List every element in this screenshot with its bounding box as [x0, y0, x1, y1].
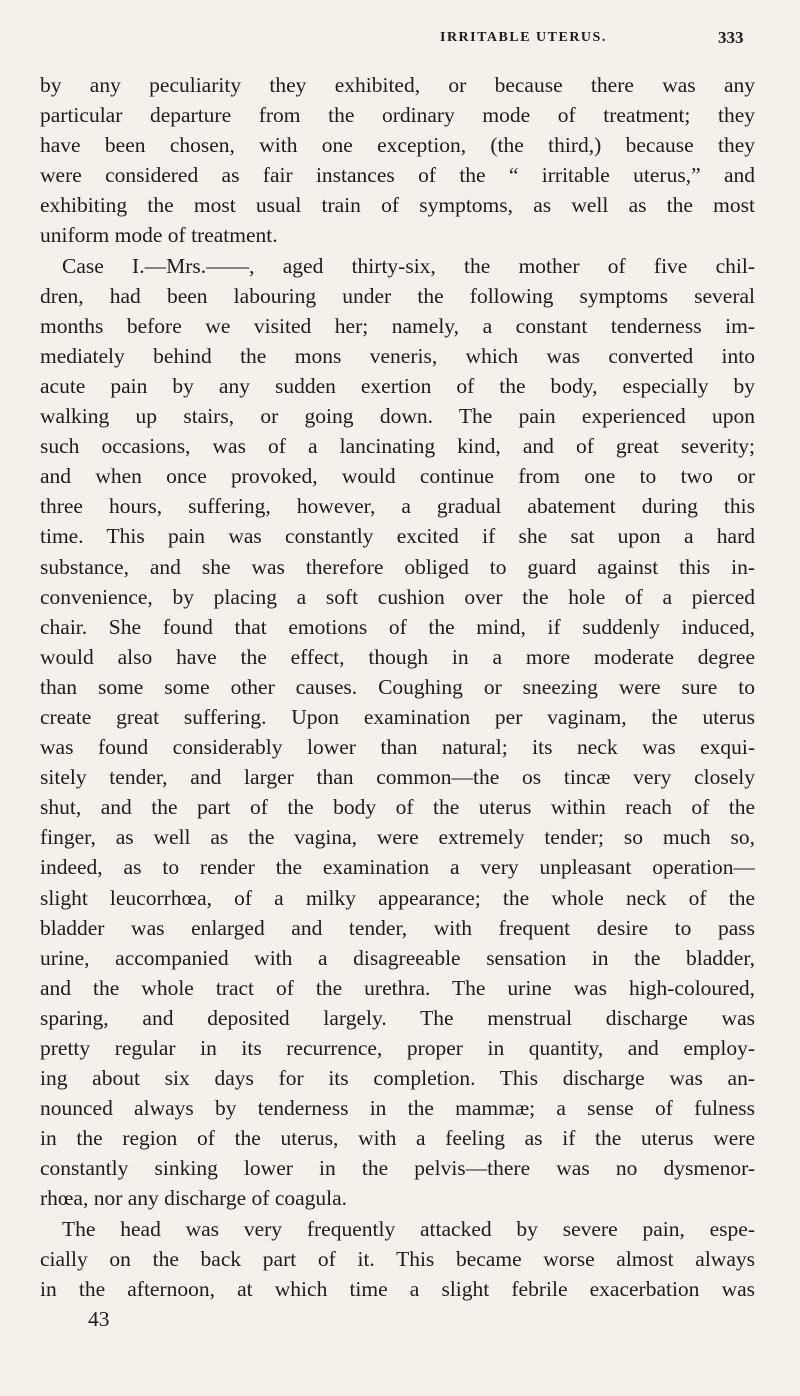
- text-line: shut, and the part of the body of the uterus within reach of the: [40, 795, 755, 820]
- text-line: uniform mode of treatment.: [40, 223, 278, 248]
- running-title: IRRITABLE UTERUS.: [440, 30, 607, 45]
- text-line: in the region of the uterus, with a feeling as if the uterus were: [40, 1126, 755, 1151]
- text-line: in the afternoon, at which time a slight febrile exacerbation was: [40, 1276, 755, 1301]
- text-line: pretty regular in its recurrence, proper in quantity, and employ-: [40, 1036, 755, 1060]
- text-line: urine, accompanied with a disagreeable sensation in the bladder,: [40, 945, 755, 970]
- text-line: indeed, as to render the examination a very unpleasant operation—: [40, 855, 755, 880]
- text-line: and the whole tract of the urethra. The urine was high-coloured,: [40, 975, 755, 1000]
- text-line: were considered as fair instances of the “ irritable uterus,” and: [40, 163, 755, 188]
- text-line: dren, had been labouring under the following symptoms several: [40, 283, 755, 308]
- text-line: exhibiting the most usual train of symptoms, as well as the most: [40, 193, 755, 218]
- text-line: create great suffering. Upon examination per vaginam, the uterus: [40, 704, 755, 729]
- text-line: acute pain by any sudden exertion of the body, especially by: [40, 373, 755, 398]
- case-heading-line: Case I.—Mrs.——, aged thirty-six, the mother of five chil-: [62, 253, 755, 278]
- text-line: sparing, and deposited largely. The menstrual discharge was: [40, 1005, 755, 1030]
- text-line: constantly sinking lower in the pelvis—there was no dysmenor-: [40, 1156, 755, 1181]
- text-line: than some some other causes. Coughing or sneezing were sure to: [40, 674, 755, 699]
- text-line: walking up stairs, or going down. The pain experienced upon: [40, 404, 755, 429]
- text-line: would also have the effect, though in a more moderate degree: [40, 644, 755, 669]
- text-line: months before we visited her; namely, a constant tenderness im-: [40, 313, 755, 338]
- text-line: by any peculiarity they exhibited, or because there was any: [40, 73, 755, 97]
- text-line: slight leucorrhœa, of a milky appearance; the whole neck of the: [40, 885, 755, 910]
- text-line: The head was very frequently attacked by severe pain, espe-: [62, 1216, 755, 1241]
- text-line: time. This pain was constantly excited if she sat upon a hard: [40, 524, 755, 549]
- text-line: and when once provoked, would continue from one to two or: [40, 464, 755, 489]
- text-line: particular departure from the ordinary mode of treatment; they: [40, 103, 755, 128]
- text-line: ing about six days for its completion. This discharge was an-: [40, 1066, 755, 1091]
- signature-mark: 43: [88, 1306, 110, 1331]
- text-line: rhœa, nor any discharge of coagula.: [40, 1186, 348, 1211]
- text-line: mediately behind the mons veneris, which was converted into: [40, 343, 755, 368]
- body-text: [40, 70, 755, 1334]
- text-line: convenience, by placing a soft cushion over the hole of a pierced: [40, 584, 755, 609]
- text-line: such occasions, was of a lancinating kind, and of great severity;: [40, 434, 755, 459]
- text-line: three hours, suffering, however, a gradual abatement during this: [40, 494, 755, 519]
- text-line: bladder was enlarged and tender, with frequent desire to pass: [40, 915, 755, 940]
- page-number: 333: [718, 28, 744, 47]
- text-line: finger, as well as the vagina, were extremely tender; so much so,: [40, 825, 755, 850]
- text-line: substance, and she was therefore obliged to guard against this in-: [40, 554, 755, 579]
- text-line: sitely tender, and larger than common—the os tincæ very closely: [40, 765, 755, 790]
- text-line: cially on the back part of it. This became worse almost always: [40, 1246, 755, 1271]
- text-line: chair. She found that emotions of the mind, if suddenly induced,: [40, 614, 755, 639]
- text-line: was found considerably lower than natural; its neck was exqui-: [40, 735, 755, 760]
- text-line: have been chosen, with one exception, (the third,) because they: [40, 133, 755, 158]
- text-line: nounced always by tenderness in the mammæ; a sense of fulness: [40, 1096, 755, 1121]
